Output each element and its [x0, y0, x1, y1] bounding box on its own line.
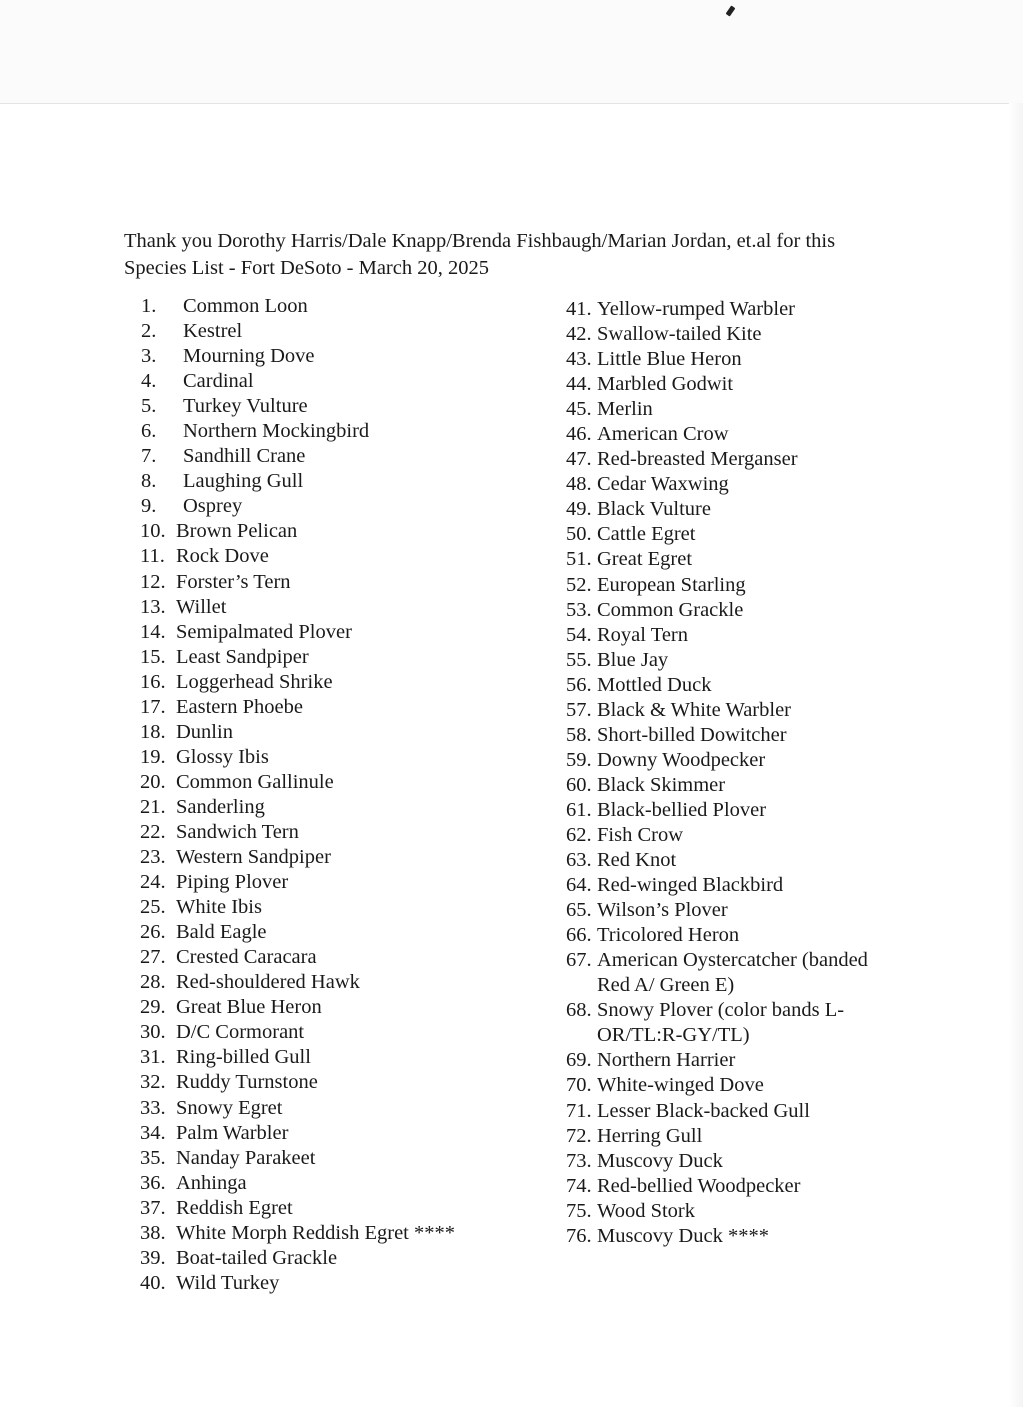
species-name: Least Sandpiper	[176, 645, 309, 668]
species-name: White Ibis	[176, 896, 262, 919]
species-name: Laughing Gull	[183, 470, 304, 493]
species-name: Sanderling	[176, 795, 265, 818]
species-name: Anhinga	[176, 1171, 247, 1194]
species-item	[140, 1020, 540, 1045]
species-item	[140, 845, 540, 870]
species-number: 57.	[566, 698, 592, 721]
species-item	[140, 645, 540, 670]
species-item	[566, 748, 896, 773]
species-item	[566, 948, 896, 998]
species-number: 58.	[566, 723, 592, 746]
species-number: 28.	[140, 971, 166, 994]
species-number: 36.	[140, 1171, 166, 1194]
species-number: 29.	[140, 996, 166, 1019]
species-item	[140, 945, 540, 970]
species-number: 69.	[566, 1049, 592, 1072]
species-item	[566, 497, 896, 522]
species-name: Crested Caracara	[176, 946, 317, 969]
species-name: Eastern Phoebe	[176, 695, 303, 718]
species-item	[140, 820, 540, 845]
species-item	[566, 623, 896, 648]
species-name: Red-breasted Merganser	[597, 448, 798, 471]
species-number: 10.	[140, 520, 166, 543]
header-line-2: Species List - Fort DeSoto - March 20, 2025	[124, 257, 489, 279]
species-number: 20.	[140, 770, 166, 793]
species-number: 4.	[141, 370, 157, 393]
species-name: Northern Harrier	[597, 1049, 736, 1072]
species-item	[140, 294, 540, 319]
species-item	[140, 1271, 540, 1296]
header-line-1: Thank you Dorothy Harris/Dale Knapp/Brenda Fishbaugh/Marian Jordan, et.al for this	[124, 230, 836, 252]
species-item	[140, 1070, 540, 1095]
species-name: Osprey	[183, 495, 243, 518]
species-item	[140, 369, 540, 394]
species-name: Piping Plover	[176, 871, 289, 894]
species-item	[140, 1045, 540, 1070]
species-number: 15.	[140, 645, 166, 668]
species-name: Sandhill Crane	[183, 445, 306, 468]
species-number: 49.	[566, 498, 592, 521]
species-item	[566, 1048, 896, 1073]
species-item	[140, 745, 540, 770]
species-name: Muscovy Duck ****	[597, 1224, 769, 1247]
species-item	[566, 773, 896, 798]
species-name: Mourning Dove	[183, 345, 315, 368]
species-item	[566, 723, 896, 748]
species-item	[140, 620, 540, 645]
species-item	[566, 873, 896, 898]
species-name: Ring-billed Gull	[176, 1046, 311, 1069]
species-number: 76.	[566, 1224, 592, 1247]
species-number: 27.	[140, 946, 166, 969]
species-number: 68.	[566, 999, 592, 1022]
species-item	[566, 1224, 896, 1249]
species-name: Northern Mockingbird	[183, 420, 370, 443]
species-name: Palm Warbler	[176, 1121, 289, 1144]
species-number: 47.	[566, 448, 592, 471]
species-item	[140, 494, 540, 519]
species-name: Black Skimmer	[597, 773, 726, 796]
species-item	[566, 598, 896, 623]
species-item	[566, 322, 896, 347]
species-item	[566, 1073, 896, 1098]
species-number: 64.	[566, 874, 592, 897]
species-item	[566, 1174, 896, 1199]
species-number: 52.	[566, 573, 592, 596]
species-item	[140, 870, 540, 895]
species-name: Reddish Egret	[176, 1196, 293, 1219]
species-name: American Crow	[597, 423, 729, 446]
species-number: 56.	[566, 673, 592, 696]
species-item	[140, 970, 540, 995]
species-name: Yellow-rumped Warbler	[597, 298, 796, 320]
species-number: 73.	[566, 1149, 592, 1172]
scan-top-margin	[0, 0, 1023, 104]
species-item	[566, 848, 896, 873]
species-item	[140, 344, 540, 369]
species-name: Blue Jay	[597, 648, 669, 671]
species-number: 60.	[566, 773, 592, 796]
species-name: Red Knot	[597, 849, 677, 872]
species-item	[140, 695, 540, 720]
species-number: 1.	[141, 295, 157, 317]
species-name: Rock Dove	[176, 545, 269, 568]
species-item	[140, 419, 540, 444]
species-item	[140, 1096, 540, 1121]
species-name: Red-shouldered Hawk	[176, 971, 360, 994]
species-number: 42.	[566, 323, 592, 346]
species-name: Willet	[176, 595, 227, 618]
species-number: 23.	[140, 846, 166, 869]
species-number: 70.	[566, 1074, 592, 1097]
species-item	[566, 798, 896, 823]
species-name: Wild Turkey	[176, 1271, 280, 1294]
species-number: 33.	[140, 1096, 166, 1119]
species-item	[566, 547, 896, 572]
species-name: Common Gallinule	[176, 770, 334, 793]
species-number: 35.	[140, 1146, 166, 1169]
species-number: 39.	[140, 1246, 166, 1269]
species-name: Kestrel	[183, 320, 243, 343]
species-name: Tricolored Heron	[597, 924, 740, 947]
species-name: Black-bellied Plover	[597, 798, 767, 821]
species-number: 13.	[140, 595, 166, 618]
species-item	[566, 1149, 896, 1174]
species-name: Forster’s Tern	[176, 570, 291, 593]
species-number: 55.	[566, 648, 592, 671]
species-item	[140, 1221, 540, 1246]
species-item	[566, 1124, 896, 1149]
species-item	[140, 920, 540, 945]
species-item	[566, 923, 896, 948]
species-number: 40.	[140, 1271, 166, 1294]
species-number: 24.	[140, 871, 166, 894]
species-name: Ruddy Turnstone	[176, 1071, 318, 1094]
species-number: 26.	[140, 921, 166, 944]
species-item	[140, 444, 540, 469]
species-name: Black & White Warbler	[597, 698, 791, 721]
species-item	[140, 720, 540, 745]
species-item	[566, 447, 896, 472]
species-number: 18.	[140, 720, 166, 743]
page-edge-shadow	[1009, 103, 1023, 1407]
species-name: Lesser Black-backed Gull	[597, 1099, 810, 1122]
species-item	[566, 422, 896, 447]
species-item	[140, 319, 540, 344]
species-name: Cardinal	[183, 370, 254, 393]
species-number: 48.	[566, 473, 592, 496]
species-item	[140, 394, 540, 419]
species-item	[140, 595, 540, 620]
species-number: 9.	[141, 495, 157, 518]
species-item	[566, 698, 896, 723]
species-name: Brown Pelican	[176, 520, 298, 543]
species-item	[140, 795, 540, 820]
species-number: 34.	[140, 1121, 166, 1144]
species-number: 62.	[566, 823, 592, 846]
species-item	[566, 297, 896, 322]
species-name: Cattle Egret	[597, 523, 696, 546]
species-name: White Morph Reddish Egret ****	[176, 1221, 455, 1244]
species-name: Semipalmated Plover	[176, 620, 352, 643]
document-header	[124, 228, 904, 282]
species-number: 63.	[566, 849, 592, 872]
species-item	[140, 1196, 540, 1221]
species-name: Common Grackle	[597, 598, 744, 621]
species-number: 31.	[140, 1046, 166, 1069]
species-name: European Starling	[597, 573, 746, 596]
species-number: 12.	[140, 570, 166, 593]
species-item	[140, 469, 540, 494]
species-name: Red-bellied Woodpecker	[597, 1174, 801, 1197]
species-name: Little Blue Heron	[597, 348, 742, 371]
species-number: 50.	[566, 523, 592, 546]
species-name: Glossy Ibis	[176, 745, 269, 768]
species-name: Loggerhead Shrike	[176, 670, 333, 693]
species-name: Marbled Godwit	[597, 373, 734, 396]
species-item	[566, 1099, 896, 1124]
species-name: Common Loon	[183, 295, 308, 317]
species-name: Muscovy Duck	[597, 1149, 723, 1172]
species-item	[566, 673, 896, 698]
species-number: 3.	[141, 345, 157, 368]
species-item	[140, 770, 540, 795]
species-number: 44.	[566, 373, 592, 396]
species-item	[566, 573, 896, 598]
species-name: Great Blue Heron	[176, 996, 322, 1019]
species-name: Turkey Vulture	[183, 395, 308, 418]
species-item	[566, 522, 896, 547]
species-number: 74.	[566, 1174, 592, 1197]
species-item	[566, 347, 896, 372]
species-item	[140, 1121, 540, 1146]
species-number: 11.	[140, 545, 165, 568]
species-item	[566, 648, 896, 673]
species-list-left	[140, 294, 540, 1296]
species-item	[140, 1246, 540, 1271]
species-name: American Oystercatcher (banded Red A/ Green E)	[597, 949, 868, 997]
species-name: Sandwich Tern	[176, 820, 299, 843]
species-name: Western Sandpiper	[176, 846, 331, 869]
species-item	[566, 472, 896, 497]
species-item	[140, 544, 540, 569]
species-number: 61.	[566, 798, 592, 821]
species-number: 6.	[141, 420, 157, 443]
species-name: White-winged Dove	[597, 1074, 764, 1097]
species-name: Mottled Duck	[597, 673, 712, 696]
species-number: 8.	[141, 470, 157, 493]
species-number: 19.	[140, 745, 166, 768]
species-name: Merlin	[597, 398, 653, 421]
species-name: Short-billed Dowitcher	[597, 723, 787, 746]
species-item	[566, 998, 896, 1048]
species-name: Great Egret	[597, 548, 693, 571]
species-name: Bald Eagle	[176, 921, 267, 944]
species-number: 45.	[566, 398, 592, 421]
species-item	[140, 1146, 540, 1171]
species-number: 25.	[140, 896, 166, 919]
species-item	[566, 898, 896, 923]
species-name: Herring Gull	[597, 1124, 703, 1147]
species-name: D/C Cormorant	[176, 1021, 305, 1044]
species-item	[140, 519, 540, 544]
species-number: 5.	[141, 395, 157, 418]
species-name: Black Vulture	[597, 498, 711, 521]
species-item	[566, 372, 896, 397]
species-number: 51.	[566, 548, 592, 571]
species-number: 53.	[566, 598, 592, 621]
species-number: 65.	[566, 899, 592, 922]
species-name: Wilson’s Plover	[597, 899, 728, 922]
species-number: 2.	[141, 320, 157, 343]
species-item	[140, 570, 540, 595]
species-number: 71.	[566, 1099, 592, 1122]
species-number: 7.	[141, 445, 157, 468]
species-item	[140, 1171, 540, 1196]
species-number: 37.	[140, 1196, 166, 1219]
species-number: 66.	[566, 924, 592, 947]
species-number: 32.	[140, 1071, 166, 1094]
species-name: Boat-tailed Grackle	[176, 1246, 338, 1269]
species-number: 22.	[140, 820, 166, 843]
species-number: 21.	[140, 795, 166, 818]
species-item	[140, 670, 540, 695]
species-name: Red-winged Blackbird	[597, 874, 784, 897]
species-number: 54.	[566, 623, 592, 646]
species-number: 17.	[140, 695, 166, 718]
species-number: 14.	[140, 620, 166, 643]
species-number: 38.	[140, 1221, 166, 1244]
species-name: Wood Stork	[597, 1199, 696, 1222]
species-name: Royal Tern	[597, 623, 688, 646]
species-item	[140, 995, 540, 1020]
species-item	[566, 1199, 896, 1224]
species-item	[140, 895, 540, 920]
species-number: 75.	[566, 1199, 592, 1222]
species-number: 41.	[566, 298, 592, 320]
species-number: 43.	[566, 348, 592, 371]
species-number: 72.	[566, 1124, 592, 1147]
species-number: 46.	[566, 423, 592, 446]
species-number: 30.	[140, 1021, 166, 1044]
species-name: Fish Crow	[597, 823, 684, 846]
species-name: Cedar Waxwing	[597, 473, 729, 496]
species-name: Swallow-tailed Kite	[597, 323, 762, 346]
species-number: 59.	[566, 748, 592, 771]
species-name: Dunlin	[176, 720, 233, 743]
species-item	[566, 823, 896, 848]
species-name: Snowy Plover (color bands L-OR/TL:R-GY/TL)	[597, 999, 845, 1047]
species-name: Downy Woodpecker	[597, 748, 766, 771]
species-name: Nanday Parakeet	[176, 1146, 316, 1169]
species-name: Snowy Egret	[176, 1096, 283, 1119]
species-list-right	[566, 297, 896, 1249]
species-number: 16.	[140, 670, 166, 693]
species-item	[566, 397, 896, 422]
species-number: 67.	[566, 949, 592, 972]
